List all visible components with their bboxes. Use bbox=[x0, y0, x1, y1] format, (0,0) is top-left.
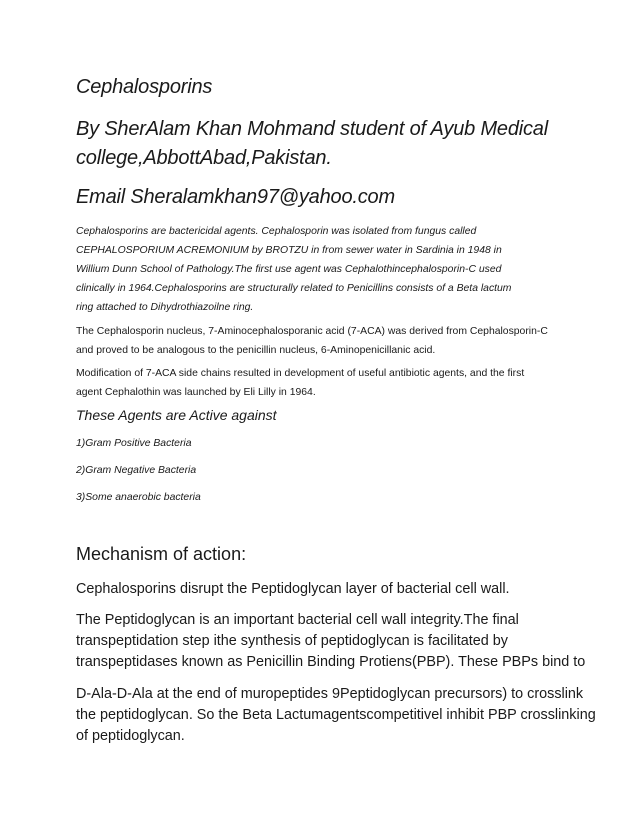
intro-line: ring attached to Dihydrothiazoilne ring. bbox=[76, 302, 254, 313]
author-line-1: By SherAlam Khan Mohmand student of Ayub Medical bbox=[76, 118, 548, 140]
intro-line: Willium Dunn School of Pathology.The first use agent was Cephalothincephalosporin-C used bbox=[76, 264, 502, 275]
intro-line: clinically in 1964.Cephalosporins are structurally related to Penicillins consists of a Beta lactum bbox=[76, 283, 512, 294]
mechanism-line: transpeptidation step ithe synthesis of peptidoglycan is facilitated by bbox=[76, 633, 508, 649]
mechanism-line: transpeptidases known as Penicillin Binding Protiens(PBP). These PBPs bind to bbox=[76, 654, 586, 670]
document-title: Cephalosporins bbox=[76, 76, 213, 98]
mechanism-line: The Peptidoglycan is an important bacterial cell wall integrity.The final bbox=[76, 612, 519, 628]
intro-line: CEPHALOSPORIUM ACREMONIUM by BROTZU in from sewer water in Sardinia in 1948 in bbox=[76, 245, 502, 256]
active-heading: These Agents are Active against bbox=[76, 407, 277, 423]
email-line: Email Sheralamkhan97@yahoo.com bbox=[76, 186, 395, 208]
mechanism-paragraph-1: Cephalosporins disrupt the Peptidoglycan layer of bacterial cell wall. bbox=[76, 581, 510, 597]
list-item: 1)Gram Positive Bacteria bbox=[76, 438, 192, 449]
mechanism-line: D-Ala-D-Ala at the end of muropeptides 9Peptidoglycan precursors) to crosslink bbox=[76, 686, 584, 702]
modification-line: agent Cephalothin was launched by Eli Lilly in 1964. bbox=[76, 387, 316, 398]
nucleus-line: and proved to be analogous to the penicillin nucleus, 6-Aminopenicillanic acid. bbox=[76, 345, 436, 356]
intro-line: Cephalosporins are bactericidal agents. Cephalosporin was isolated from fungus called bbox=[76, 226, 477, 237]
modification-line: Modification of 7-ACA side chains resulted in development of useful antibiotic agents, and the first bbox=[76, 368, 525, 379]
list-item: 2)Gram Negative Bacteria bbox=[76, 465, 197, 476]
mechanism-heading: Mechanism of action: bbox=[76, 544, 247, 564]
mechanism-line: the peptidoglycan. So the Beta Lactumagentscompetitivel inhibit PBP crosslinking bbox=[76, 707, 596, 723]
mechanism-line: of peptidoglycan. bbox=[76, 728, 185, 744]
list-item: 3)Some anaerobic bacteria bbox=[76, 492, 201, 503]
nucleus-line: The Cephalosporin nucleus, 7-Aminocephalosporanic acid (7-ACA) was derived from Cephalosporin-C bbox=[76, 326, 548, 337]
author-line-2: college,AbbottAbad,Pakistan. bbox=[76, 147, 332, 169]
